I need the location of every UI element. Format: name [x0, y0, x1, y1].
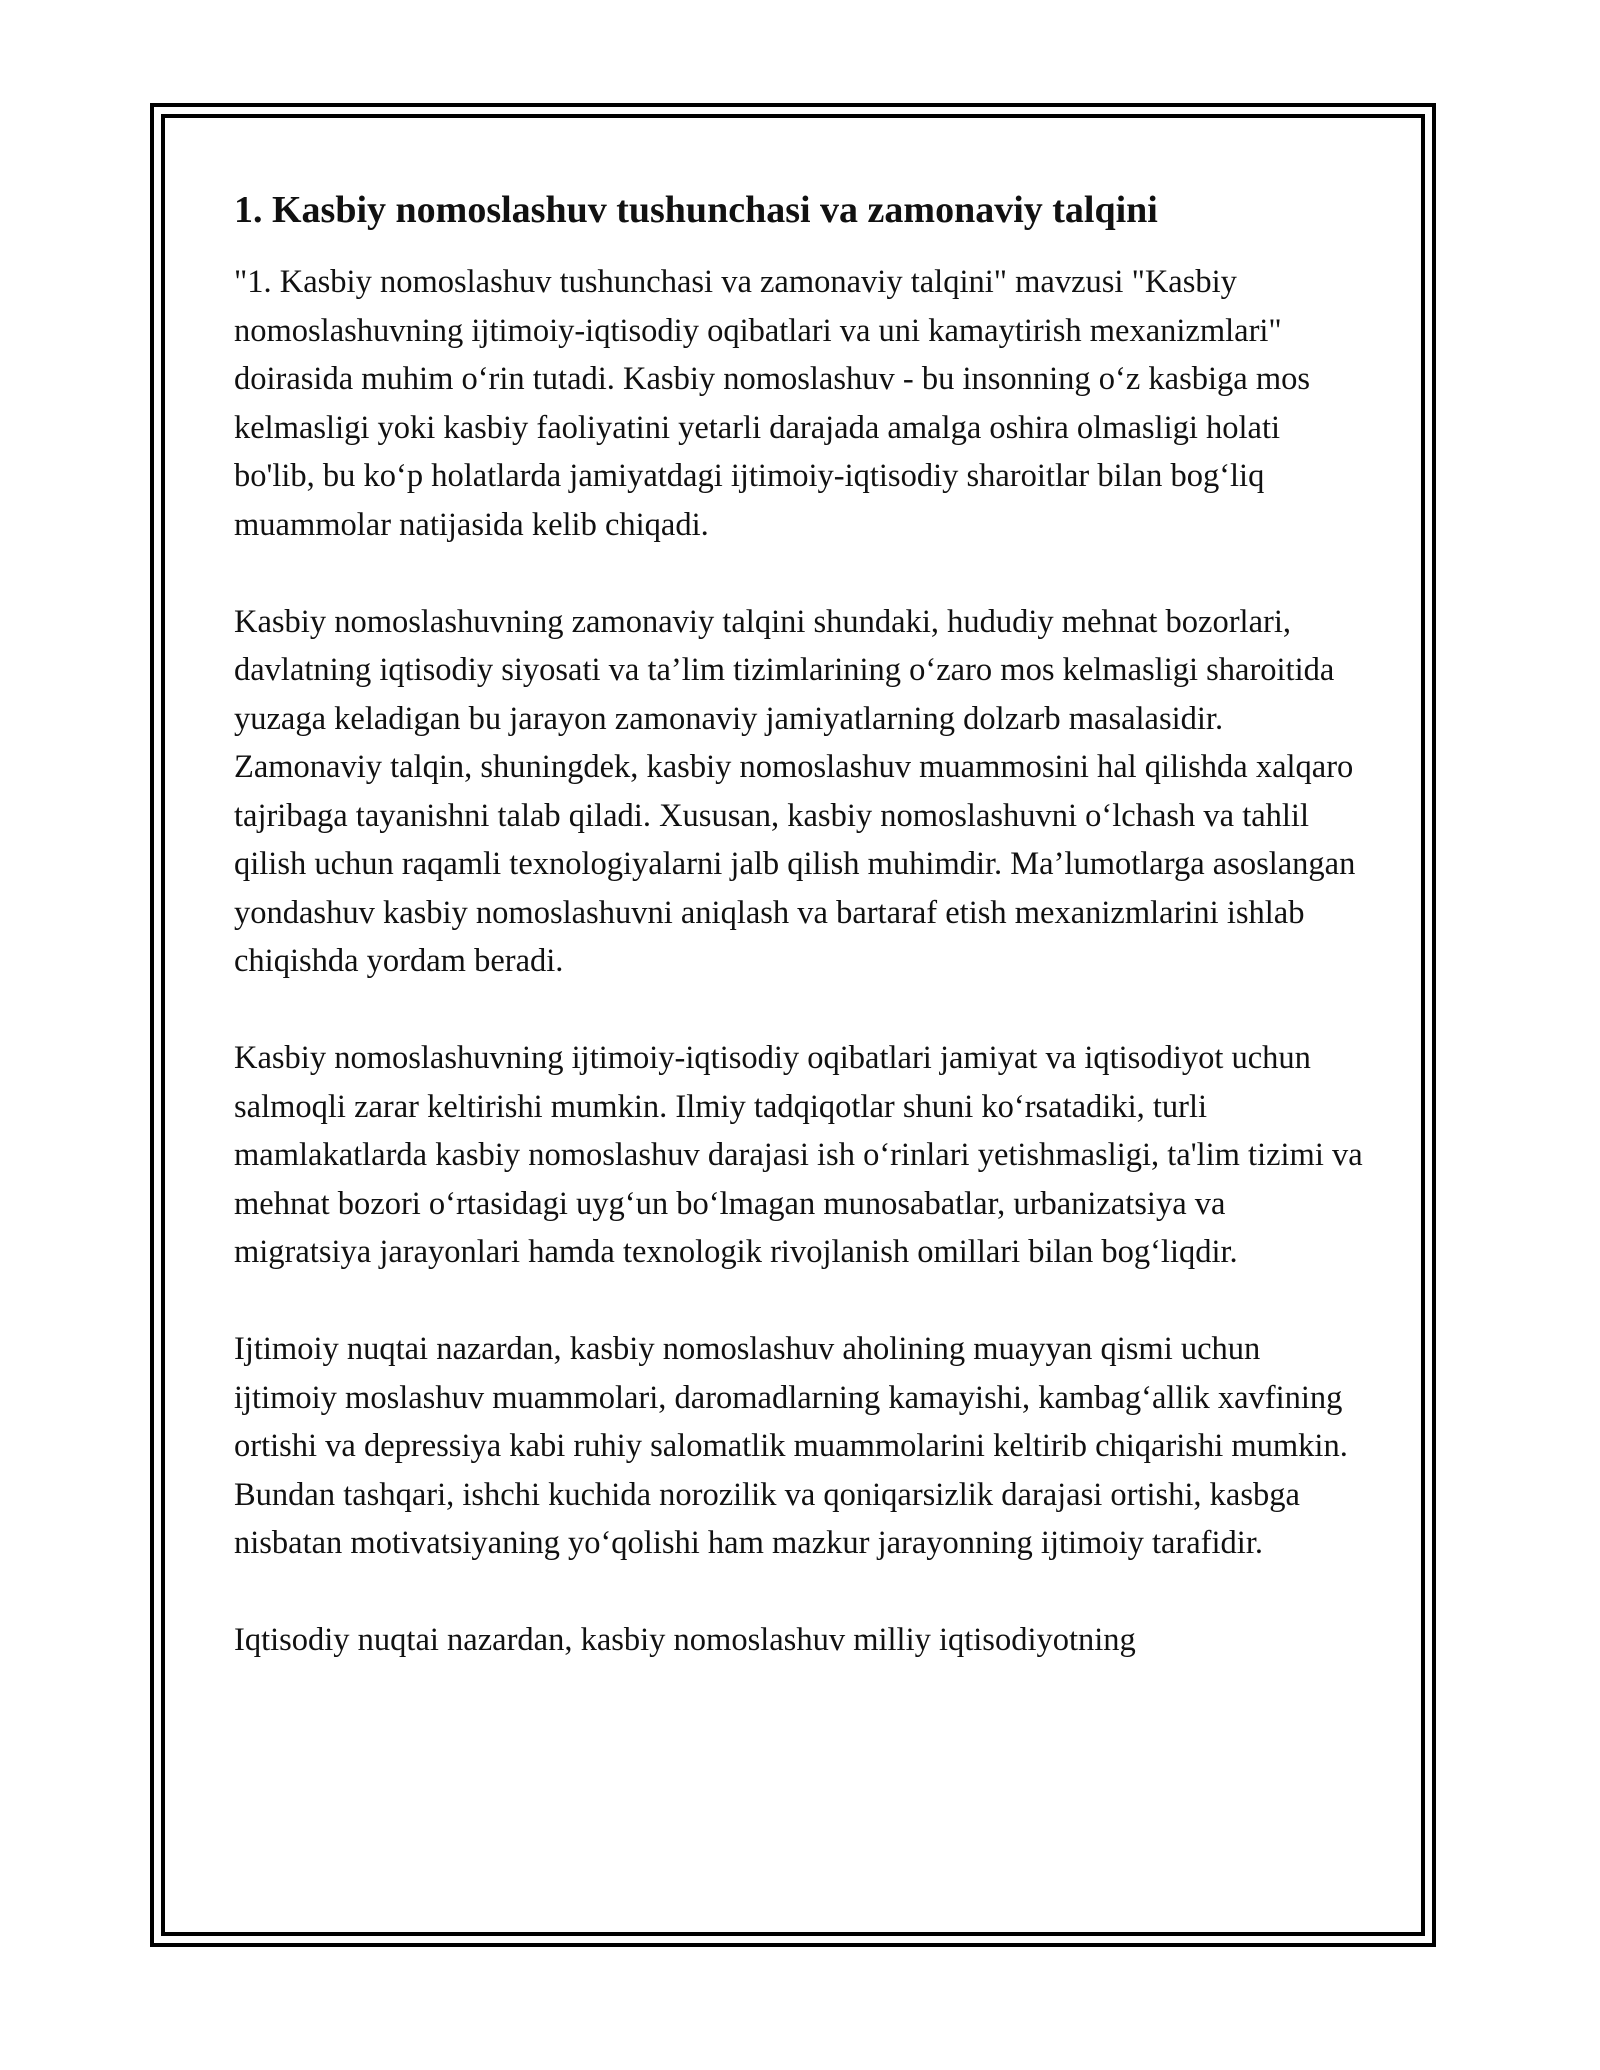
paragraph-4: Ijtimoiy nuqtai nazardan, kasbiy nomoslashuv aholining muayyan qismi uchun ijtimoiy moslashuv muammolari, daromadlarning kamayishi, kambagʻallik xavfining ortishi va depressiya kabi ruhiy salomatlik muammolarini keltirib chiqarishi mumkin. Bundan tashqari, ishchi kuchida norozilik va qoniqarsizlik darajasi ortishi, kasbga nisbatan motivatsiyaning yoʻqolishi ham mazkur jarayonning ijtimoiy tarafidir. [234, 1331, 1348, 1561]
paragraph-2: Kasbiy nomoslashuvning zamonaviy talqini shundaki, hududiy mehnat bozorlari, davlatning iqtisodiy siyosati va ta’lim tizimlarining oʻzaro mos kelmasligi sharoitida yuzaga keladigan bu jarayon zamonaviy jamiyatlarning dolzarb masalasidir. Zamonaviy talqin, shuningdek, kasbiy nomoslashuv muammosini hal qilishda xalqaro tajribaga tayanishni talab qiladi. Xususan, kasbiy nomoslashuvni oʻlchash va tahlil qilish uchun raqamli texnologiyalarni jalb qilish muhimdir. Ma’lumotlarga asoslangan yondashuv kasbiy nomoslashuvni aniqlash va bartaraf etish mexanizmlarini ishlab chiqishda yordam beradi. [234, 603, 1356, 979]
paragraph-1: "1. Kasbiy nomoslashuv tushunchasi va zamonaviy talqini" mavzusi "Kasbiy nomoslashuvning ijtimoiy-iqtisodiy oqibatlari va uni kamaytirish mexanizmlari" doirasida muhim oʻrin tutadi. Kasbiy nomoslashuv - bu insonning oʻz kasbiga mos kelmasligi yoki kasbiy faoliyatini yetarli darajada amalga oshira olmasligi holati bo'lib, bu koʻp holatlarda jamiyatdagi ijtimoiy-iqtisodiy sharoitlar bilan bogʻliq muammolar natijasida kelib chiqadi. [234, 264, 1310, 543]
section-heading: 1. Kasbiy nomoslashuv tushunchasi va zamonaviy talqini [234, 189, 1158, 231]
paragraph-5: Iqtisodiy nuqtai nazardan, kasbiy nomoslashuv milliy iqtisodiyotning [234, 1622, 1136, 1658]
document-body [234, 186, 1364, 1713]
paragraph-3: Kasbiy nomoslashuvning ijtimoiy-iqtisodiy oqibatlari jamiyat va iqtisodiyot uchun salmoqli zarar keltirishi mumkin. Ilmiy tadqiqotlar shuni koʻrsatadiki, turli mamlakatlarda kasbiy nomoslashuv darajasi ish oʻrinlari yetishmasligi, ta'lim tizimi va mehnat bozori oʻrtasidagi uygʻun boʻlmagan munosabatlar, urbanizatsiya va migratsiya jarayonlari hamda texnologik rivojlanish omillari bilan bogʻliqdir. [234, 1040, 1363, 1270]
